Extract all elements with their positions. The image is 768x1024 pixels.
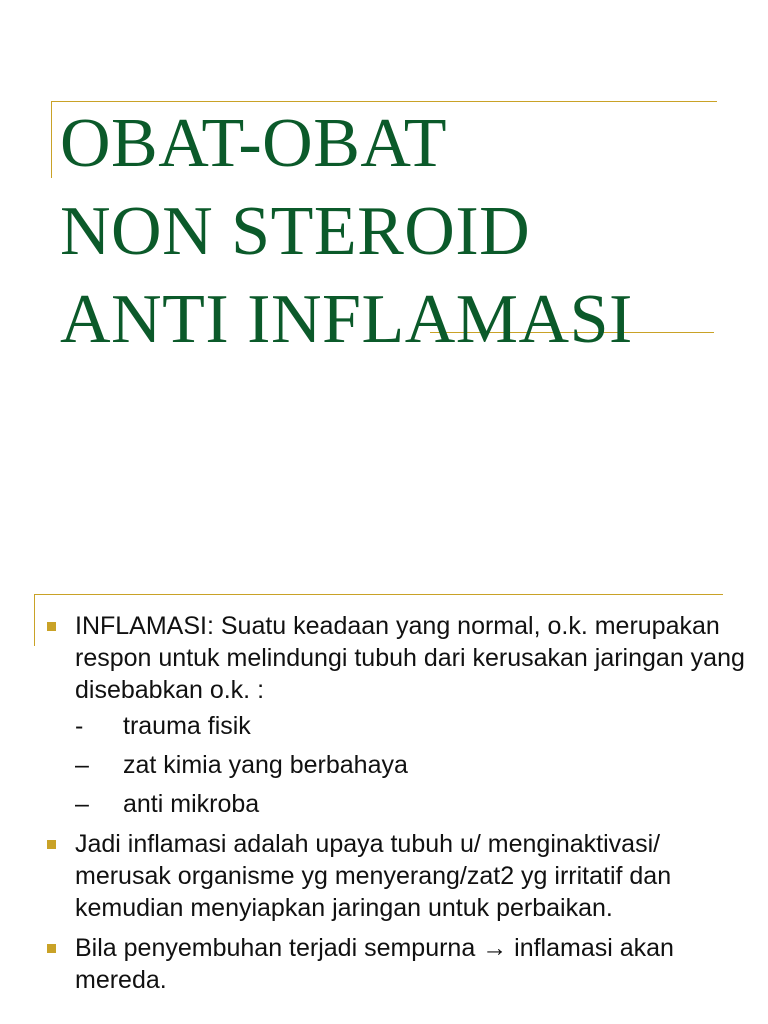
bullet-item-penyembuhan	[47, 932, 747, 996]
content-top-rule	[34, 594, 723, 595]
title-line-2: NON STEROID	[60, 193, 531, 270]
bullet-text: Bila penyembuhan terjadi sempurna → inflamasi akan mereda.	[75, 934, 674, 994]
sub-bullet-list	[75, 710, 747, 820]
sub-item-text: anti mikroba	[123, 790, 260, 818]
bullet-list	[47, 610, 747, 1004]
bullet-item-jadi-inflamasi	[47, 828, 747, 924]
sub-item-text: trauma fisik	[123, 712, 251, 740]
square-bullet-icon	[47, 944, 56, 953]
dash-bullet-icon: –	[75, 790, 89, 818]
sub-item-text: zat kimia yang berbahaya	[123, 751, 408, 779]
sub-item-zat-kimia	[75, 749, 747, 781]
title-line-1: OBAT-OBAT	[60, 105, 447, 182]
content-left-rule	[34, 594, 35, 646]
title-left-rule	[51, 101, 52, 178]
bullet-item-inflamasi	[47, 610, 747, 820]
bullet-text: INFLAMASI: Suatu keadaan yang normal, o.k. merupakan respon untuk melindungi tubuh dari kerusakan jaringan yang disebabkan o.k. :	[75, 612, 745, 704]
bullet-text: Jadi inflamasi adalah upaya tubuh u/ menginaktivasi/ merusak organisme yg menyerang/zat2 yg irritatif dan kemudian menyiapkan jaringan untuk perbaikan.	[75, 830, 672, 922]
square-bullet-icon	[47, 840, 56, 849]
sub-item-anti-mikroba	[75, 788, 747, 820]
slide-title	[60, 100, 740, 364]
content-slide	[0, 576, 768, 1024]
title-line-3: ANTI INFLAMASI	[60, 281, 633, 358]
dash-bullet-icon: -	[75, 712, 84, 740]
sub-item-trauma	[75, 710, 747, 742]
square-bullet-icon	[47, 622, 56, 631]
dash-bullet-icon: –	[75, 751, 89, 779]
